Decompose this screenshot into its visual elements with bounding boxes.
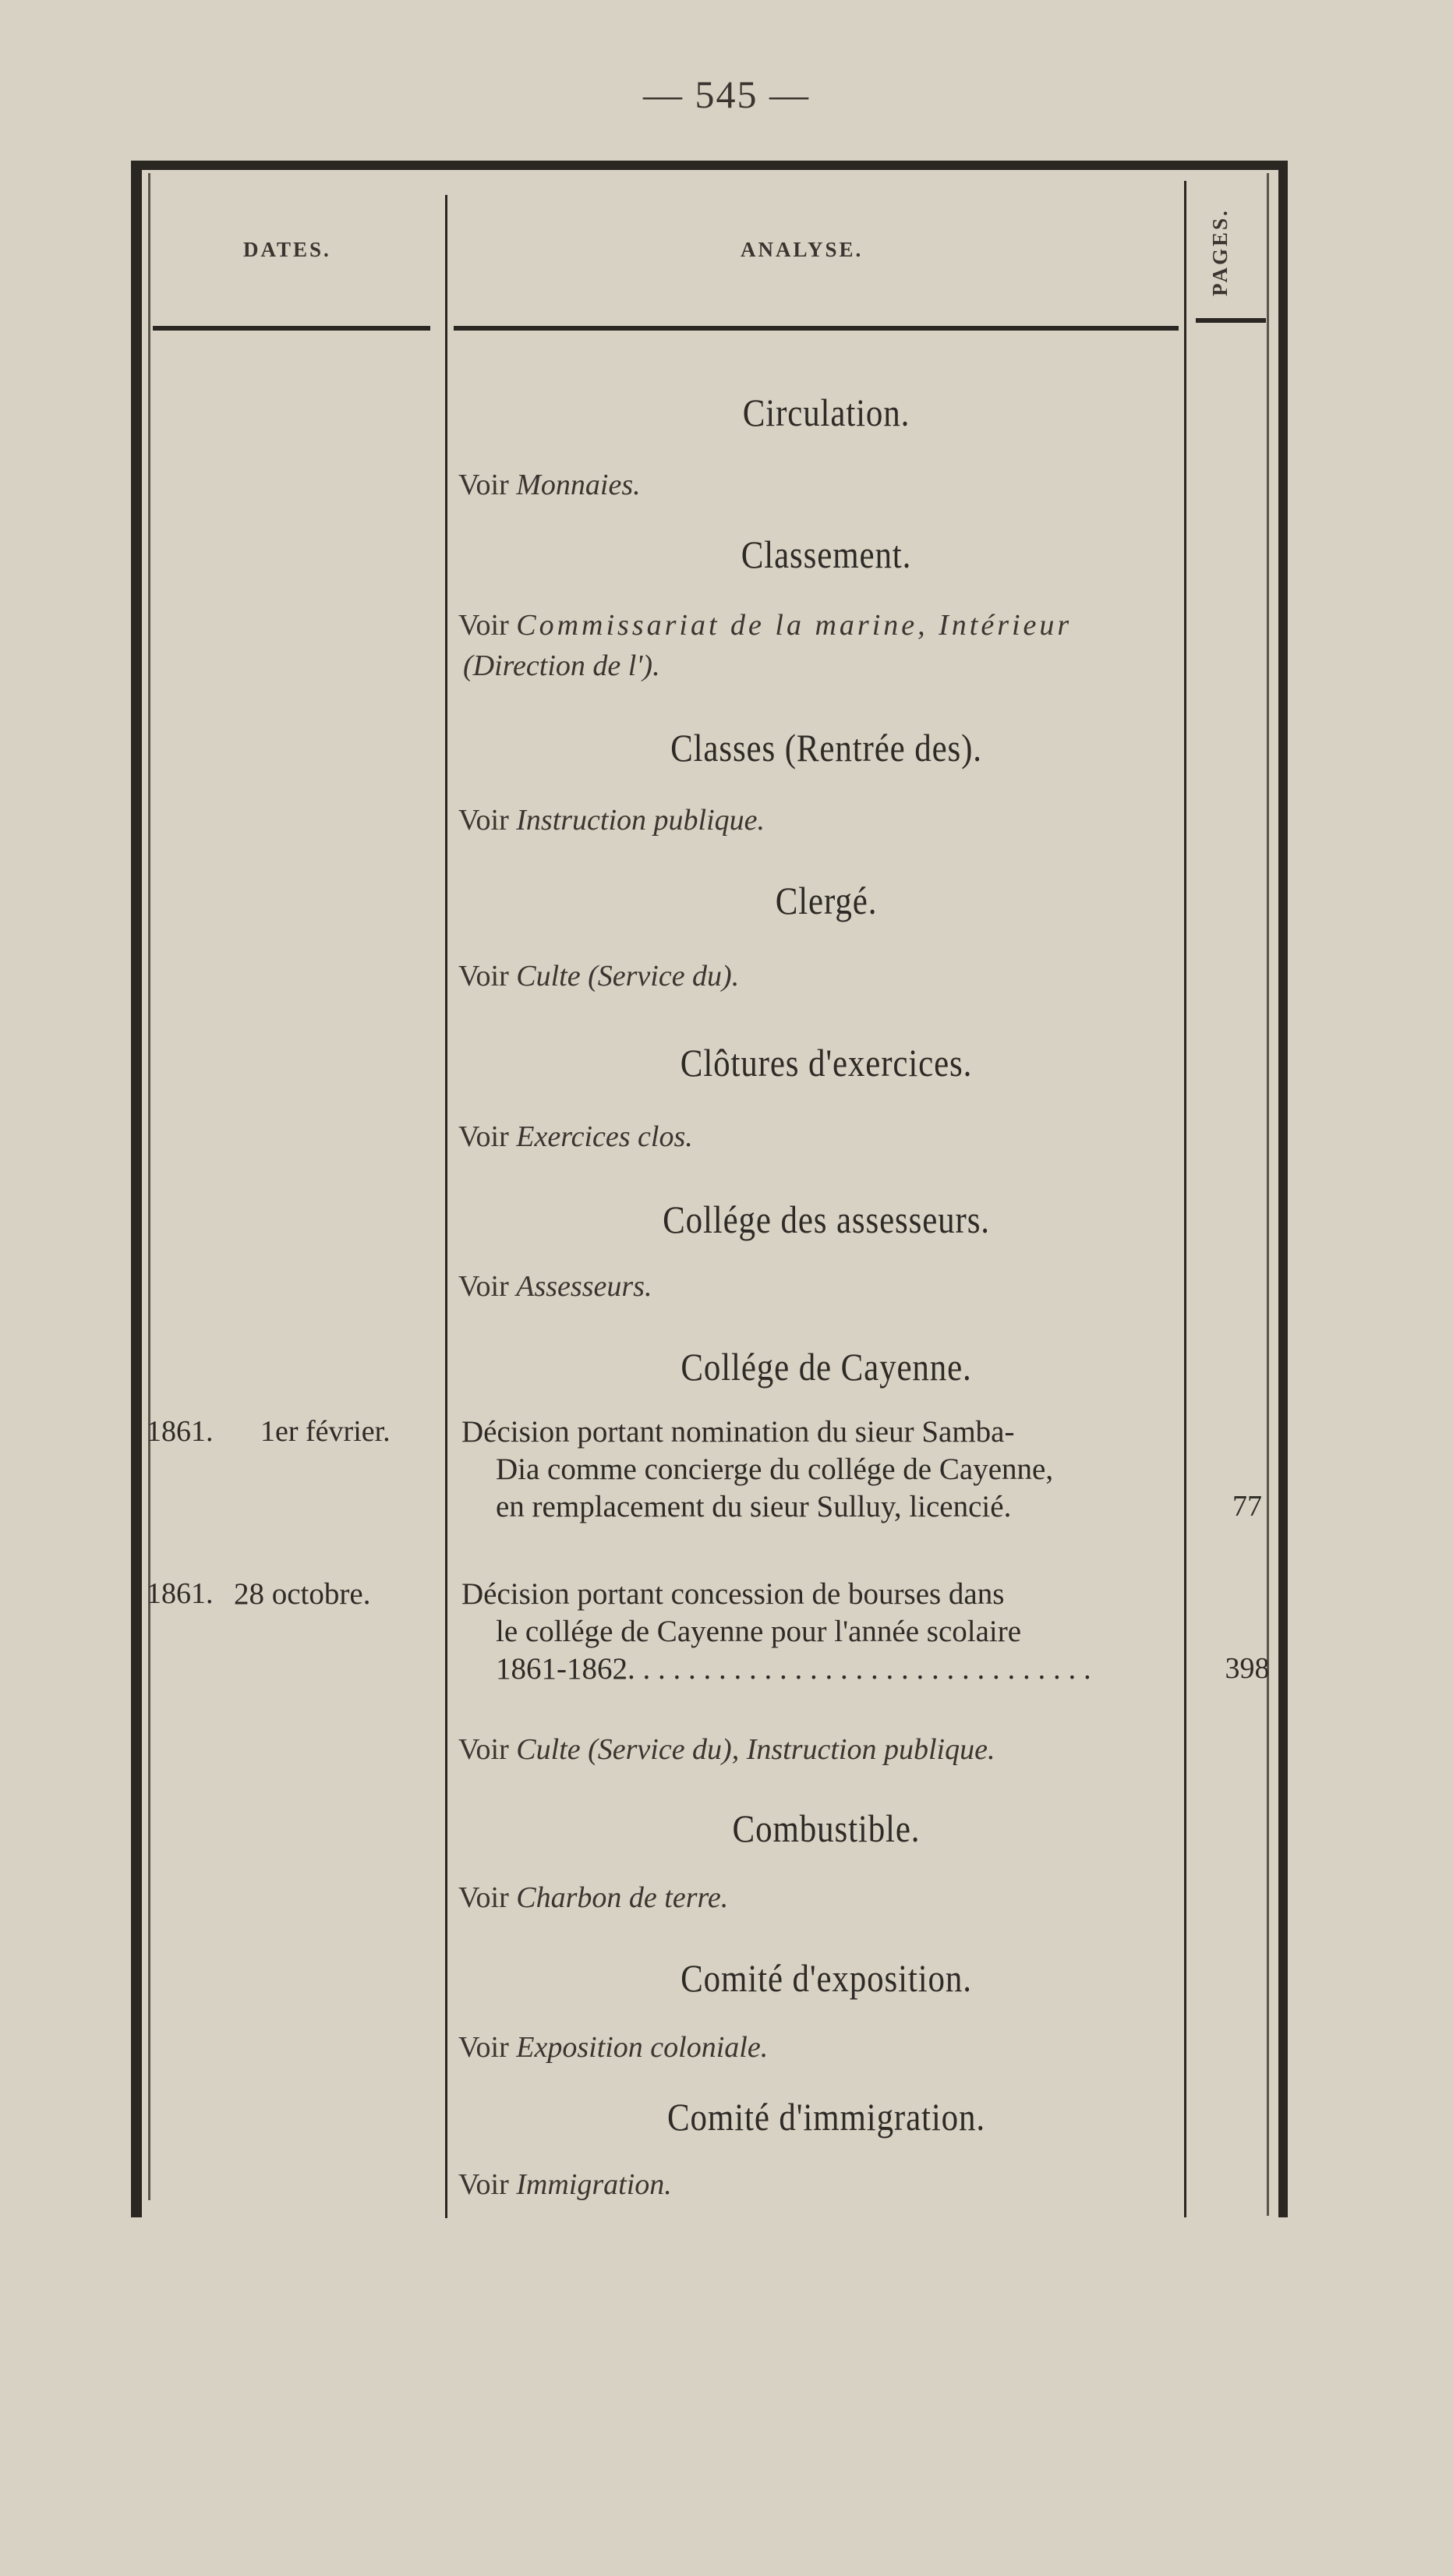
entry-line: le collége de Cayenne pour l'année scolaire bbox=[496, 1615, 1022, 1648]
entry-year: 1861. bbox=[147, 1415, 214, 1448]
voir-classement: Voir Commissariat de la marine, Intérieur bbox=[458, 609, 1073, 642]
heading-circulation: Circulation. bbox=[742, 391, 910, 434]
voir-college-cayenne: Voir Culte (Service du), Instruction publique. bbox=[458, 1733, 995, 1766]
entry-line: 1861-1862. . . . . . . . . . . . . . . . . . . . . . . . . . . . . . . bbox=[496, 1652, 1091, 1686]
page-number: — 545 — bbox=[643, 73, 810, 116]
header-dates: DATES. bbox=[243, 238, 331, 261]
entry-page: 398 bbox=[1225, 1652, 1270, 1685]
voir-comite-exposition: Voir Exposition coloniale. bbox=[458, 2031, 769, 2064]
heading-comite-exposition: Comité d'exposition. bbox=[681, 1956, 972, 2000]
entry-day: 28 octobre. bbox=[234, 1577, 371, 1611]
heading-college-cayenne: Collége de Cayenne. bbox=[681, 1345, 972, 1389]
voir-classement-line2: (Direction de l'). bbox=[463, 649, 660, 682]
heading-clerge: Clergé. bbox=[775, 879, 878, 922]
heading-college-assesseurs: Collége des assesseurs. bbox=[663, 1198, 990, 1241]
voir-classes: Voir Instruction publique. bbox=[458, 804, 765, 837]
header-analyse: ANALYSE. bbox=[741, 238, 864, 261]
voir-college-assesseurs: Voir Assesseurs. bbox=[458, 1270, 652, 1303]
header-pages: PAGES. bbox=[1208, 208, 1232, 296]
heading-clotures: Clôtures d'exercices. bbox=[680, 1041, 973, 1085]
entry-line: en remplacement du sieur Sulluy, licencié. bbox=[496, 1490, 1012, 1523]
entry-year: 1861. bbox=[147, 1577, 214, 1610]
heading-comite-immigration: Comité d'immigration. bbox=[666, 2095, 985, 2139]
entry-line: Dia comme concierge du collége de Cayenne, bbox=[496, 1453, 1054, 1486]
heading-classement: Classement. bbox=[741, 533, 912, 576]
voir-comite-immigration: Voir Immigration. bbox=[458, 2168, 672, 2201]
heading-classes: Classes (Rentrée des). bbox=[670, 726, 982, 770]
voir-clotures: Voir Exercices clos. bbox=[458, 1120, 693, 1153]
entry-page: 77 bbox=[1232, 1490, 1262, 1523]
voir-combustible: Voir Charbon de terre. bbox=[458, 1881, 729, 1914]
entry-day: 1er février. bbox=[260, 1415, 391, 1448]
heading-combustible: Combustible. bbox=[732, 1806, 921, 1850]
voir-circulation: Voir Monnaies. bbox=[458, 469, 641, 501]
entry-line: Décision portant nomination du sieur Samba- bbox=[461, 1415, 1015, 1449]
voir-clerge: Voir Culte (Service du). bbox=[458, 960, 740, 993]
entry-line: Décision portant concession de bourses dans bbox=[461, 1577, 1005, 1611]
